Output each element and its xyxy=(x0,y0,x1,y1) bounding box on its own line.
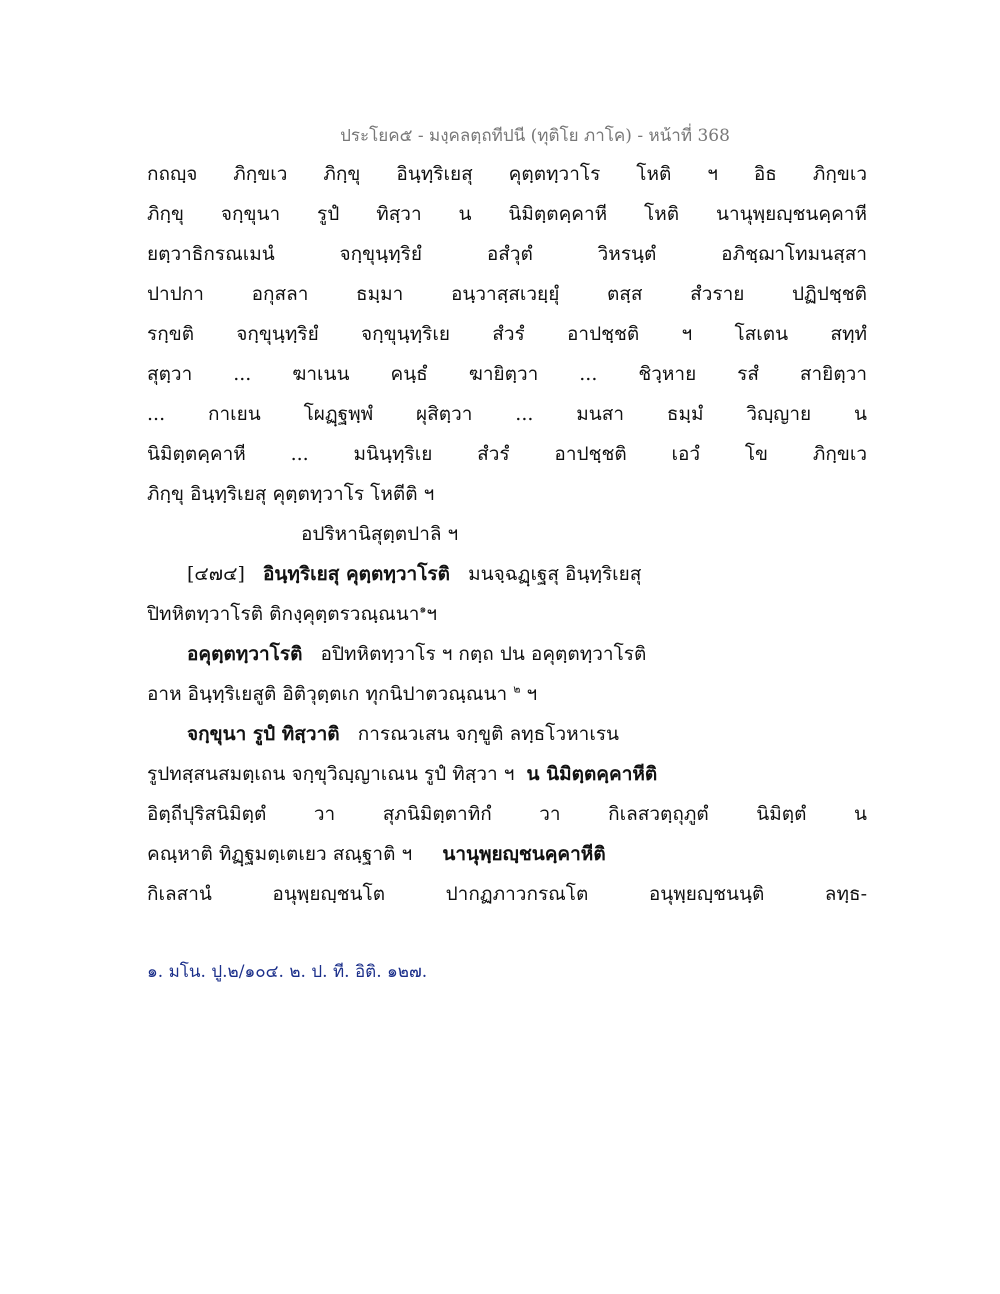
line-text: คณฺหาติ ทิฏฺฐมตฺเตเยว สณฺฐาติ ฯ xyxy=(147,843,413,865)
text-body xyxy=(147,158,867,918)
line-text: มนจฺฉฏฺเฐสุ อินฺทฺริเยสุ xyxy=(468,563,642,585)
text-line: กถญฺจ ภิกฺขเว ภิกฺขุ อินฺทฺริเยสุ คุตฺตทฺวาโร โหติ ฯ อิธ ภิกฺขเว xyxy=(147,163,867,185)
line-text: รูปทสฺสนสมตฺเถน จกฺขุวิญฺญาเณน รูปํ ทิสฺวา ฯ xyxy=(147,763,515,785)
paragraph-line xyxy=(147,678,867,718)
headword: อคุตฺตทฺวาโรติ xyxy=(187,643,303,665)
paragraph-line xyxy=(147,598,867,638)
paragraph-line xyxy=(147,718,867,758)
paragraph-number: [๔๗๔] xyxy=(187,563,245,585)
headword: จกฺขุนา รูปํ ทิสฺวาติ xyxy=(187,723,340,745)
text-line: ภิกฺขุ จกฺขุนา รูปํ ทิสฺวา น นิมิตฺตคฺคาหี โหติ นานุพฺยญฺชนคฺคาหี xyxy=(147,203,867,225)
text-line: ปาปกา อกุสลา ธมฺมา อนฺวาสฺสเวยฺยุํ ตสฺส สํวราย ปฏิปชฺชติ xyxy=(147,283,867,305)
line-text: ปิทหิตทฺวาโรติ ติกงฺคุตฺตรวณฺณนา xyxy=(147,603,420,625)
footnote: ๑. มโน. ปู.๒/๑๐๔. ๒. ป. ที. อิติ. ๑๒๗. xyxy=(147,962,428,982)
text-line: สุตฺวา ... ฆาเนน คนฺธํ ฆายิตฺวา ... ชิวฺหาย รสํ สายิตฺวา xyxy=(147,363,867,385)
headword: น นิมิตฺตคฺคาหีติ xyxy=(526,763,658,785)
headword: อินฺทฺริเยสุ คุตฺตทฺวาโรติ xyxy=(263,563,450,585)
paragraph-line xyxy=(147,758,867,798)
line-text: การณวเสน จกฺขูติ ลทฺธโวหาเรน xyxy=(357,723,620,745)
text-line: รกฺขติ จกฺขุนฺทฺริยํ จกฺขุนฺทฺริเย สํวรํ อาปชฺชติ ฯ โสเตน สทฺทํ xyxy=(147,323,867,345)
page-header-text: ประโยค๕ - มงฺคลตฺถทีปนี (ทุติโย ภาโค) - หน้าที่ 368 xyxy=(340,126,730,146)
paragraph-line xyxy=(147,558,867,598)
text-line: กิเลสานํ อนุพฺยญฺชนโต ปากฏภาวกรณโต อนุพฺยญฺชนนฺติ ลทฺธ- xyxy=(147,883,867,905)
text-line: ยตฺวาธิกรณเมนํ จกฺขุนฺทฺริยํ อสํวุตํ วิหรนฺตํ อภิชฺฌาโทมนสฺสา xyxy=(147,243,867,265)
line-text: ฯ xyxy=(426,603,438,625)
headword: นานุพฺยญฺชนคฺคาหีติ xyxy=(442,843,606,865)
text-line: อิตฺถีปุริสนิมิตฺตํ วา สุภนิมิตฺตาทิกํ วา กิเลสวตฺถุภูตํ นิมิตฺตํ น xyxy=(147,803,867,825)
page-header xyxy=(0,122,1000,149)
text-line: ภิกฺขุ อินฺทฺริเยสุ คุตฺตทฺวาโร โหตีติ ฯ xyxy=(147,483,435,505)
section-title: อปริหานิสุตฺตปาลิ ฯ xyxy=(301,523,459,545)
paragraph-line xyxy=(147,838,867,878)
text-line: นิมิตฺตคฺคาหี ... มนินฺทฺริเย สํวรํ อาปชฺชติ เอวํ โข ภิกฺขเว xyxy=(147,443,867,465)
footnote-ref: ๒ xyxy=(513,682,521,696)
text-line: ... กาเยน โผฏฺฐพฺพํ ผุสิตฺวา ... มนสา ธมฺมํ วิญฺญาย น xyxy=(147,403,867,425)
line-text: ฯ xyxy=(526,683,538,705)
line-text: อปิทหิตทฺวาโร ฯ กตฺถ ปน อคุตฺตทฺวาโรติ xyxy=(320,643,647,665)
line-text: อาห อินฺทฺริเยสูติ อิติวุตฺตเก ทุกนิปาตวณฺณนา xyxy=(147,683,508,705)
footnote-ref: ๑ xyxy=(419,602,427,616)
paragraph-line xyxy=(147,638,867,678)
